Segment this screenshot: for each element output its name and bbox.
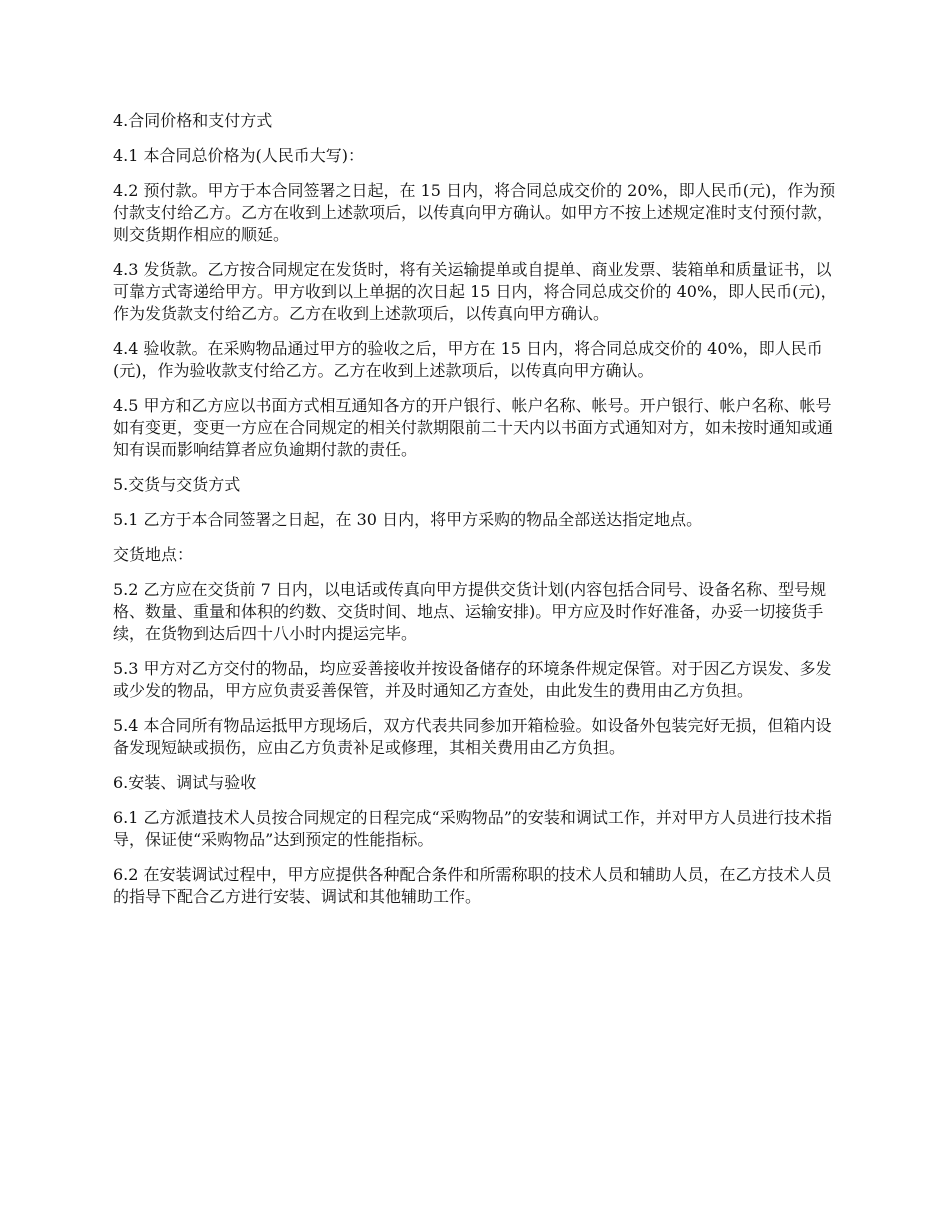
clause-5-1: 5.1 乙方于本合同签署之日起，在 30 日内，将甲方采购的物品全部送达指定地点。 bbox=[113, 510, 703, 529]
section-heading-6: 6.安装、调试与验收 bbox=[113, 773, 257, 792]
clause-4-3: 4.3 发货款。乙方按合同规定在发货时，将有关运输提单或自提单、商业发票、装箱单和质量证书，以可靠方式寄递给甲方。甲方收到以上单据的次日起 15 日内，将合同总成交价的 40%，即人民币(元)，作为发货款支付给乙方。乙方在收到上述款项后，以传真向甲方确认。 bbox=[113, 260, 837, 323]
section-heading-5: 5.交货与交货方式 bbox=[113, 475, 241, 494]
delivery-location-label: 交货地点： bbox=[113, 545, 194, 564]
clause-6-2: 6.2 在安装调试过程中，甲方应提供各种配合条件和所需称职的技术人员和辅助人员，在乙方技术人员的指导下配合乙方进行安装、调试和其他辅助工作。 bbox=[113, 865, 832, 906]
clause-4-4: 4.4 验收款。在采购物品通过甲方的验收之后，甲方在 15 日内，将合同总成交价的 40%，即人民币(元)，作为验收款支付给乙方。乙方在收到上述款项后，以传真向甲方确认。 bbox=[113, 339, 823, 380]
clause-6-1: 6.1 乙方派遣技术人员按合同规定的日程完成“采购物品”的安装和调试工作，并对甲方人员进行技术指导，保证使“采购物品”达到预定的性能指标。 bbox=[113, 808, 832, 849]
clause-5-3: 5.3 甲方对乙方交付的物品，均应妥善接收并按设备储存的环境条件规定保管。对于因乙方误发、多发或少发的物品，甲方应负责妥善保管，并及时通知乙方查处，由此发生的费用由乙方负担。 bbox=[113, 659, 832, 700]
clause-4-1: 4.1 本合同总价格为(人民币大写)： bbox=[113, 146, 365, 165]
clause-5-4: 5.4 本合同所有物品运抵甲方现场后，双方代表共同参加开箱检验。如设备外包装完好无损，但箱内设备发现短缺或损伤，应由乙方负责补足或修理，其相关费用由乙方负担。 bbox=[113, 716, 832, 757]
clause-4-5: 4.5 甲方和乙方应以书面方式相互通知各方的开户银行、帐户名称、帐号。开户银行、帐户名称、帐号如有变更，变更一方应在合同规定的相关付款期限前二十天内以书面方式通知对方，如未按时通知或通知有误而影响结算者应负逾期付款的责任。 bbox=[113, 396, 834, 459]
clause-4-2: 4.2 预付款。甲方于本合同签署之日起，在 15 日内，将合同总成交价的 20%，即人民币(元)，作为预付款支付给乙方。乙方在收到上述款项后，以传真向甲方确认。如甲方不按上述规定准时支付预付款，则交货期作相应的顺延。 bbox=[113, 181, 836, 244]
clause-5-2: 5.2 乙方应在交货前 7 日内，以电话或传真向甲方提供交货计划(内容包括合同号、设备名称、型号规格、数量、重量和体积的约数、交货时间、地点、运输安排)。甲方应及时作好准备，办妥一切接货手续，在货物到达后四十八小时内提运完毕。 bbox=[113, 580, 827, 643]
document-body bbox=[113, 110, 839, 921]
section-heading-4: 4.合同价格和支付方式 bbox=[113, 111, 273, 130]
